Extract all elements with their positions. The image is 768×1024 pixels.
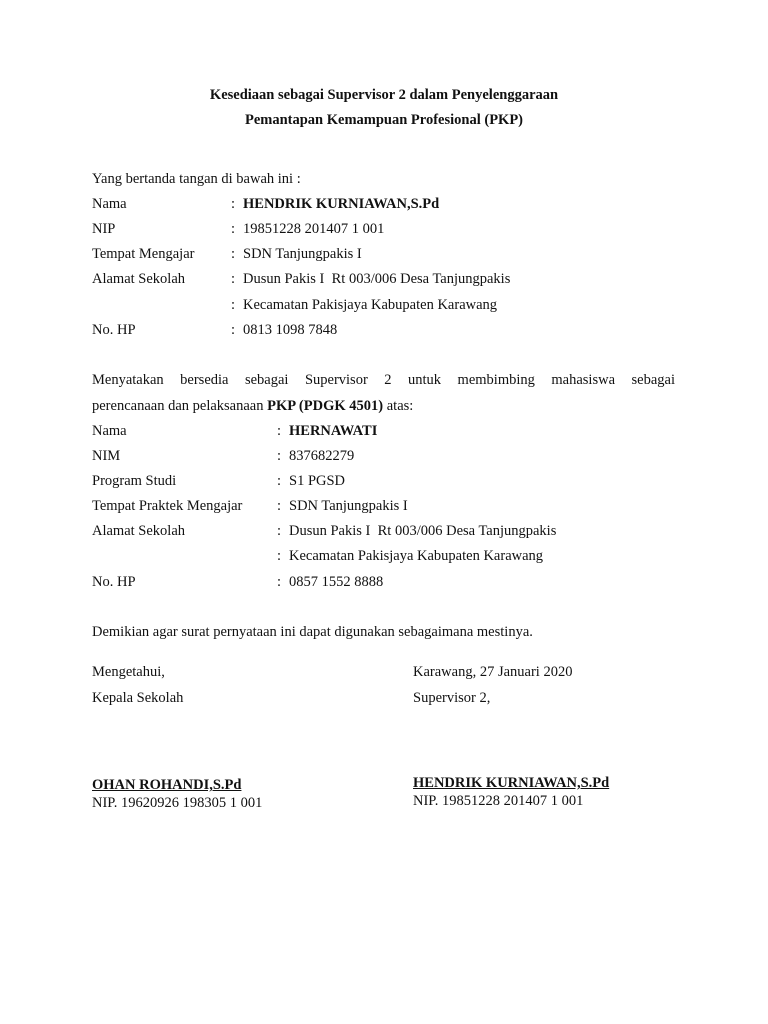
signer-name: OHAN ROHANDI,S.Pd: [92, 777, 242, 793]
intro-text: Yang bertanda tangan di bawah ini :: [92, 171, 301, 187]
field-colon: :: [277, 423, 282, 439]
field-colon: :: [277, 498, 282, 514]
field-colon: :: [231, 196, 236, 212]
statement-text: atas:: [383, 398, 414, 414]
field-colon: :: [277, 548, 282, 564]
document-title-line-2: Pemantapan Kemampuan Profesional (PKP): [244, 112, 524, 128]
field-value: SDN Tanjungpakis I: [243, 246, 362, 262]
field-value: 0813 1098 7848: [243, 322, 338, 338]
field-label: Alamat Sekolah: [92, 271, 186, 287]
field-colon: :: [277, 473, 282, 489]
field-value: HENDRIK KURNIAWAN,S.Pd: [243, 196, 440, 212]
closing-text: Demikian agar surat pernyataan ini dapat digunakan sebagaimana mestinya.: [92, 624, 533, 640]
field-colon: :: [277, 574, 282, 590]
field-value: HERNAWATI: [289, 423, 378, 439]
field-value: 837682279: [289, 448, 355, 464]
field-value: SDN Tanjungpakis I: [289, 498, 408, 514]
statement-line-1: Menyatakan bersedia sebagai Supervisor 2 untuk membimbing mahasiswa sebagai: [92, 372, 675, 388]
field-colon: :: [231, 322, 236, 338]
field-label: No. HP: [92, 574, 136, 590]
field-value: S1 PGSD: [289, 473, 346, 489]
field-colon: :: [231, 271, 236, 287]
field-colon: :: [231, 221, 236, 237]
field-value: 0857 1552 8888: [289, 574, 384, 590]
field-label: Alamat Sekolah: [92, 523, 186, 539]
field-value: Kecamatan Pakisjaya Kabupaten Karawang: [289, 548, 544, 564]
course-code: PKP (PDGK 4501): [267, 398, 384, 414]
field-label: Tempat Praktek Mengajar: [92, 498, 243, 514]
field-label: No. HP: [92, 322, 136, 338]
signer-nip: NIP. 19851228 201407 1 001: [413, 793, 584, 809]
field-label: Tempat Mengajar: [92, 246, 195, 262]
signer-nip: NIP. 19620926 198305 1 001: [92, 795, 263, 811]
field-label: NIM: [92, 448, 121, 464]
field-colon: :: [231, 297, 236, 313]
field-value: Kecamatan Pakisjaya Kabupaten Karawang: [243, 297, 498, 313]
field-label: Nama: [92, 196, 127, 212]
statement-line-2: [92, 398, 413, 415]
signer-name: HENDRIK KURNIAWAN,S.Pd: [413, 775, 610, 791]
field-label: Nama: [92, 423, 127, 439]
field-label: NIP: [92, 221, 116, 237]
field-label: Program Studi: [92, 473, 177, 489]
field-colon: :: [231, 246, 236, 262]
acknowledged-label: Mengetahui,: [92, 664, 165, 680]
field-value: 19851228 201407 1 001: [243, 221, 385, 237]
signer-role: Kepala Sekolah: [92, 690, 184, 706]
document-title-line-1: Kesediaan sebagai Supervisor 2 dalam Penyelenggaraan: [209, 87, 559, 103]
statement-text: perencanaan dan pelaksanaan: [92, 398, 268, 414]
place-date: Karawang, 27 Januari 2020: [413, 664, 573, 680]
field-colon: :: [277, 448, 282, 464]
field-value: Dusun Pakis I Rt 003/006 Desa Tanjungpakis: [289, 523, 557, 539]
field-colon: :: [277, 523, 282, 539]
signer-role: Supervisor 2,: [413, 690, 491, 706]
field-value: Dusun Pakis I Rt 003/006 Desa Tanjungpakis: [243, 271, 511, 287]
